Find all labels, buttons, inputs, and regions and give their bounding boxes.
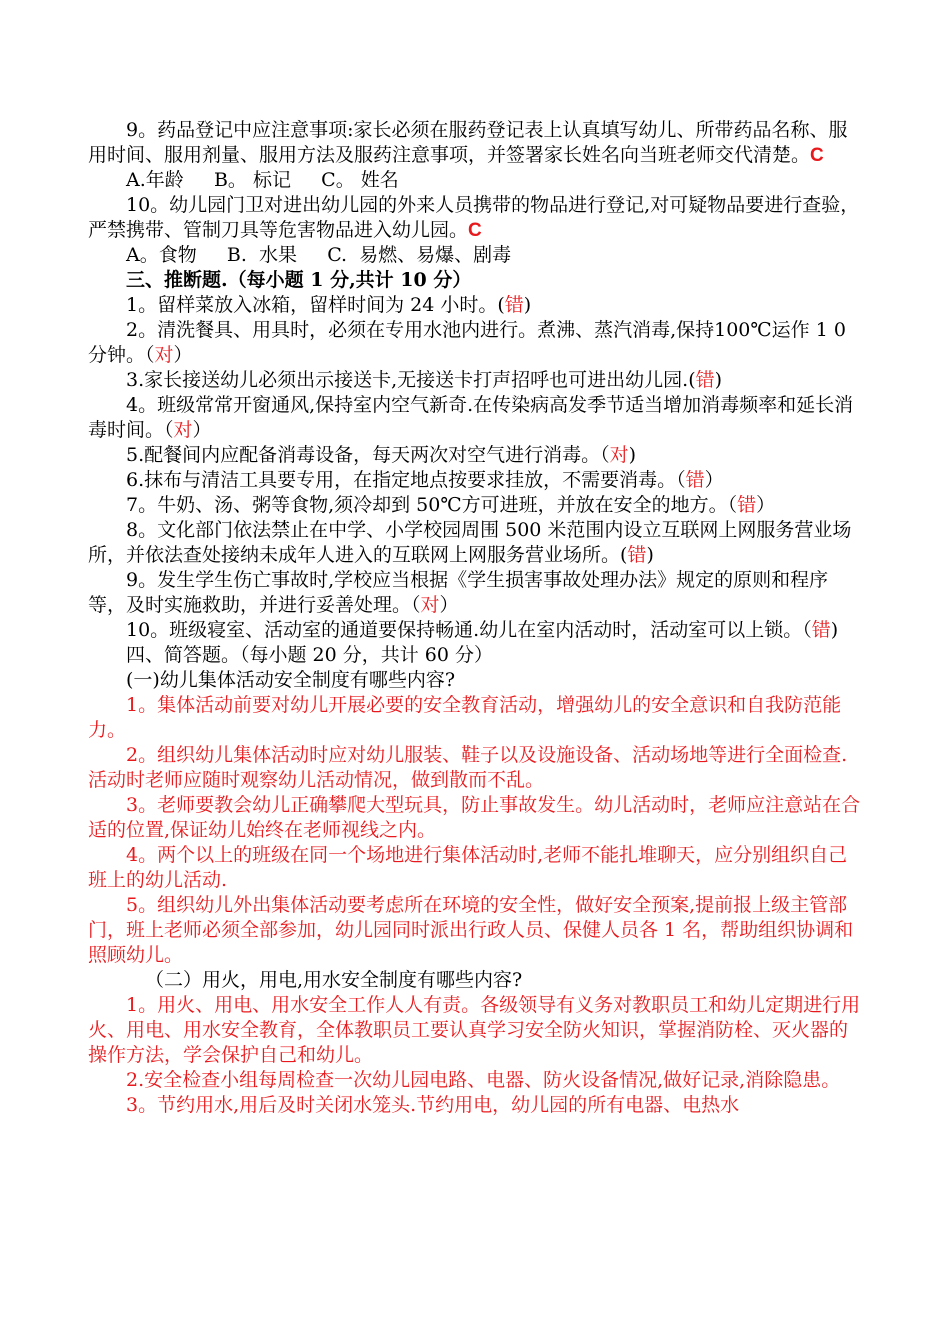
item-text: 1。留样菜放入冰箱，留样时间为 24 小时。( [126, 294, 505, 316]
item-text: 10。班级寝室、活动室的通道要保持畅通.幼儿在室内活动时，活动室可以上锁。（ [126, 619, 812, 641]
question-9-options: A.年龄 B。 标记 C。 姓名 [126, 169, 399, 191]
answer-mark: 对 [609, 444, 629, 466]
item-suffix: ） [704, 469, 724, 491]
judgement-item [88, 468, 862, 493]
answer-paragraph: 3。节约用水,用后及时关闭水笼头.节约用电，幼儿园的所有电器、电热水 [126, 1094, 740, 1116]
item-text: 4。班级常常开窗通风,保持室内空气新奇.在传染病高发季节适当增加消毒频率和延长消毒时间。（ [88, 394, 854, 441]
answer-mark: 对 [154, 344, 174, 366]
short-answer-question: （二）用火，用电,用水安全制度有哪些内容? [145, 969, 523, 991]
judgement-item [88, 518, 862, 568]
answer-mark: 错 [504, 294, 524, 316]
question-10-options: A。食物 B. 水果 C. 易燃、易爆、剧毒 [126, 244, 512, 266]
judgement-item [88, 568, 862, 618]
answer-paragraph: 4。两个以上的班级在同一个场地进行集体活动时,老师不能扎堆聊天，应分别组织自己班上的幼儿活动. [88, 844, 848, 891]
item-text: 6.抹布与清洁工具要专用，在指定地点按要求挂放，不需要消毒。（ [126, 469, 686, 491]
item-suffix: ) [830, 619, 839, 641]
answer-paragraph: 2.安全检查小组每周检查一次幼儿园电路、电器、防火设备情况,做好记录,消除隐患。 [126, 1069, 841, 1091]
question-text: 9。药品登记中应注意事项:家长必须在服药登记表上认真填写幼儿、所带药品名称、服用时间、服用剂量、服用方法及服药注意事项，并签署家长姓名向当班老师交代清楚。 [88, 119, 848, 166]
item-suffix: ) [628, 444, 637, 466]
item-text: 7。牛奶、汤、粥等食物,须冷却到 50℃方可进班，并放在安全的地方。（ [126, 494, 738, 516]
judgement-item [88, 318, 862, 368]
answer-mark: C [468, 220, 482, 241]
question-10 [88, 193, 862, 243]
item-text: 2。清洗餐具、用具时，必须在专用水池内进行。煮沸、蒸汽消毒,保持100℃运作 1 0 分钟。（ [88, 319, 846, 366]
judgement-item [88, 293, 862, 318]
answer-paragraph: 3。老师要教会幼儿正确攀爬大型玩具，防止事故发生。幼儿活动时，老师应注意站在合适的位置,保证幼儿始终在老师视线之内。 [88, 794, 861, 841]
item-suffix: ) [646, 544, 654, 566]
answer-mark: 错 [695, 369, 715, 391]
answer-mark: 错 [627, 544, 647, 566]
question-9 [88, 118, 862, 168]
judgement-item [88, 393, 862, 443]
answer-mark: C [810, 145, 824, 166]
short-answer-question: (一)幼儿集体活动安全制度有哪些内容? [126, 669, 456, 691]
item-text: 9。发生学生伤亡事故时,学校应当根据《学生损害事故处理办法》规定的原则和程序等，及时实施救助，并进行妥善处理。（ [88, 569, 829, 616]
item-suffix: ） [173, 344, 193, 366]
answer-mark: 错 [685, 469, 705, 491]
judgement-item [88, 618, 862, 643]
item-suffix: ） [192, 419, 212, 441]
item-text: 5.配餐间内应配备消毒设备，每天两次对空气进行消毒。（ [126, 444, 610, 466]
item-text: 8。文化部门依法禁止在中学、小学校园周围 500 米范围内设立互联网上网服务营业场所，并依法查处接纳未成年人进入的互联网上网服务营业场所。( [88, 519, 852, 566]
answer-mark: 错 [811, 619, 831, 641]
answer-mark: 对 [420, 594, 440, 616]
judgement-item [88, 443, 862, 468]
judgement-item [88, 493, 862, 518]
answer-paragraph: 1。集体活动前要对幼儿开展必要的安全教育活动，增强幼儿的安全意识和自我防范能力。 [88, 694, 842, 741]
question-text: 10。幼儿园门卫对进出幼儿园的外来人员携带的物品进行登记,对可疑物品要进行查验，严禁携带、管制刀具等危害物品进入幼儿园。 [88, 194, 860, 241]
answer-paragraph: 1。用火、用电、用水安全工作人人有责。各级领导有义务对教职员工和幼儿定期进行用火、用电、用水安全教育，全体教职员工要认真学习安全防火知识，掌握消防栓、灭火器的操作方法，学会保护自己和幼儿。 [88, 994, 861, 1066]
section-heading: 四、简答题。（每小题 20 分，共计 60 分） [126, 644, 494, 666]
judgement-item [88, 368, 862, 393]
answer-paragraph: 2。组织幼儿集体活动时应对幼儿服装、鞋子以及设施设备、活动场地等进行全面检查.活动时老师应随时观察幼儿活动情况，做到散而不乱。 [88, 744, 848, 791]
answer-paragraph: 5。组织幼儿外出集体活动要考虑所在环境的安全性，做好安全预案,提前报上级主管部门，班上老师必须全部参加，幼儿园同时派出行政人员、保健人员各 1 名，帮助组织协调和照顾幼儿。 [88, 894, 854, 966]
item-suffix: ） [439, 594, 459, 616]
answer-mark: 对 [173, 419, 193, 441]
section-heading: 三、推断题.（每小题 1 分,共计 10 分） [126, 269, 472, 291]
answer-mark: 错 [737, 494, 757, 516]
item-suffix: ) [523, 294, 532, 316]
item-suffix: ) [714, 369, 723, 391]
item-suffix: ） [756, 494, 776, 516]
item-text: 3.家长接送幼儿必须出示接送卡,无接送卡打声招呼也可进出幼儿园.( [126, 369, 696, 391]
